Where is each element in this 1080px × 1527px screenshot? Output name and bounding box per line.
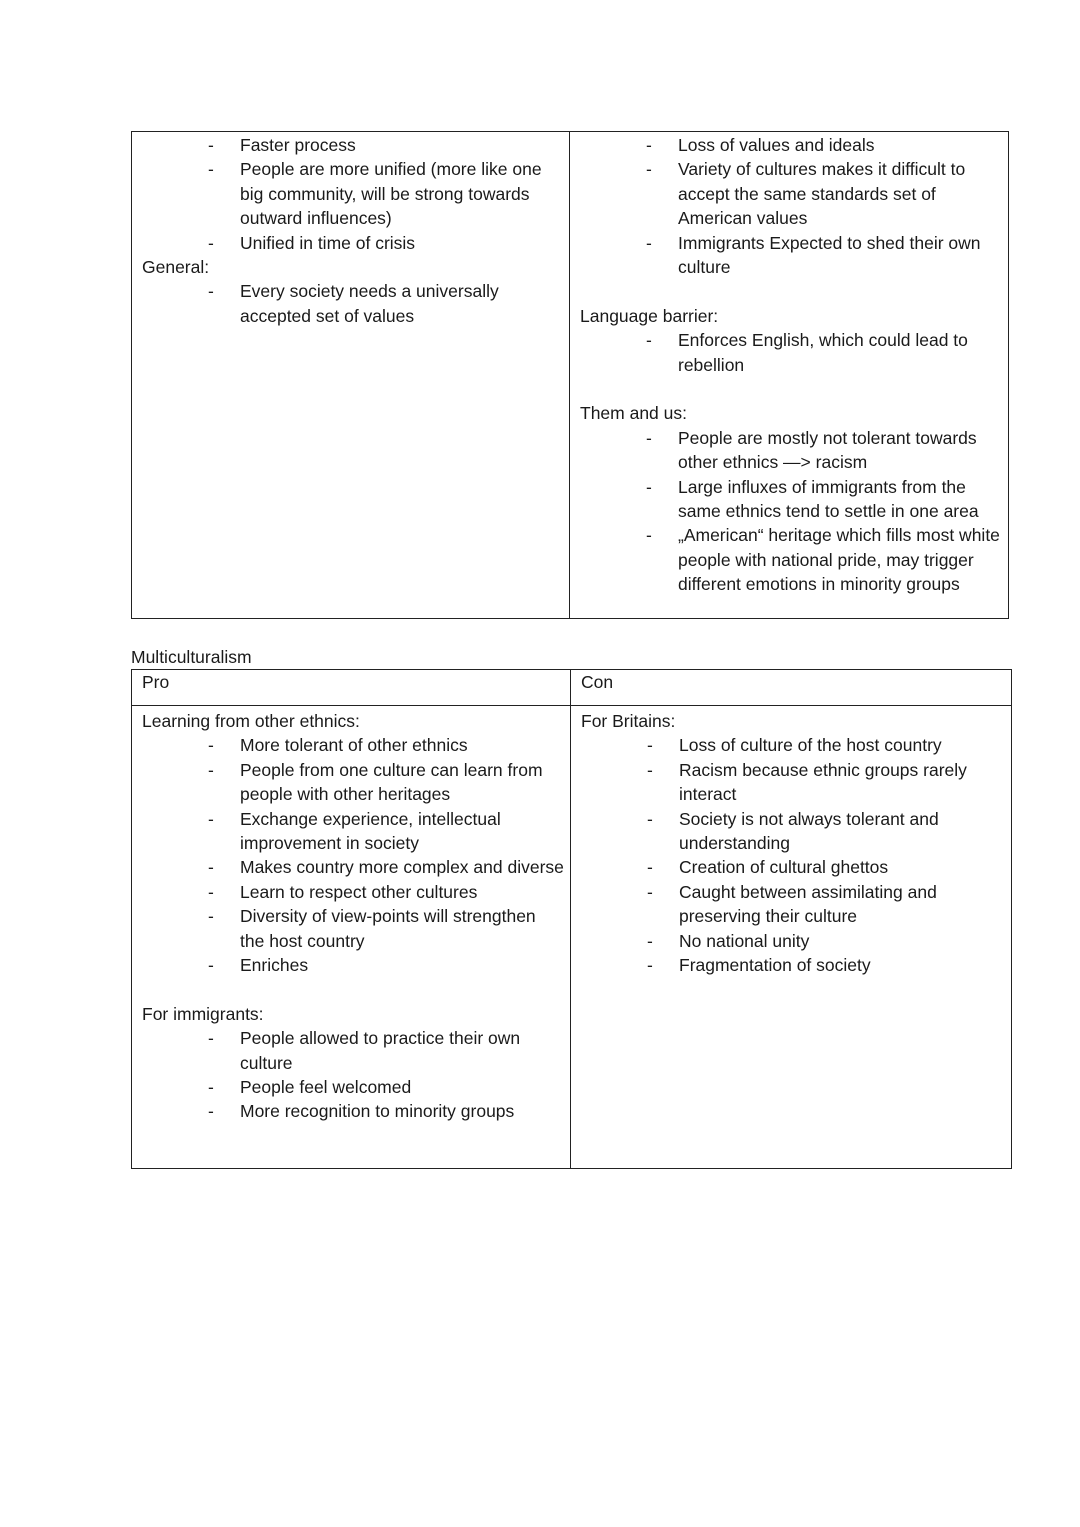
list-item: - Society is not always tolerant and understanding [581,807,1005,856]
list-item: - „American“ heritage which fills most white people with national pride, may trigger different emotions in minority groups [580,523,1002,596]
list-item: - Fragmentation of society [581,953,1005,977]
multiculturalism-title: Multiculturalism [131,647,252,667]
list-item: - People allowed to practice their own culture [142,1026,564,1075]
list-item: - No national unity [581,929,1005,953]
learning-heading: Learning from other ethnics: [142,711,360,731]
spacer [580,279,1002,303]
assimilation-con-content [570,132,1008,597]
list-item: - Creation of cultural ghettos [581,855,1005,879]
list-item: - People from one culture can learn from people with other heritages [142,758,564,807]
learning-list [142,733,564,977]
list-item: - Racism because ethnic groups rarely interact [581,758,1005,807]
multiculturalism-con-cell [571,706,1012,1169]
list-item: - People feel welcomed [142,1075,564,1099]
multiculturalism-con-content [571,706,1011,977]
immigrants-list [142,1026,564,1124]
multiculturalism-pro-cell [132,706,571,1169]
multiculturalism-table [131,669,1012,1169]
list-item: - Loss of values and ideals [580,133,1002,157]
assimilation-row [132,132,1009,619]
list-item: - Enforces English, which could lead to rebellion [580,328,1002,377]
pro-header: Pro [142,672,170,692]
spacer [580,377,1002,401]
list-item: - People are mostly not tolerant towards other ethnics —> racism [580,426,1002,475]
assimilation-table [131,131,1009,619]
list-item: - Caught between assimilating and preserving their culture [581,880,1005,929]
list-item: - People are more unified (more like one big community, will be strong towards outward influences) [142,157,563,230]
list-item: - Exchange experience, intellectual improvement in society [142,807,564,856]
britains-list [581,733,1005,977]
list-item: - More tolerant of other ethnics [142,733,564,757]
list-item: - Variety of cultures makes it difficult to accept the same standards set of American values [580,157,1002,230]
multiculturalism-pro-content [132,706,570,1124]
assimilation-pro-cell [132,132,570,619]
con-header: Con [581,672,614,692]
language-barrier-heading: Language barrier: [580,305,719,326]
language-barrier-list [580,328,1002,377]
list-item: - Unified in time of crisis [142,231,563,255]
pro-top-list [142,133,563,255]
con-top-list [580,133,1002,279]
list-item: - Loss of culture of the host country [581,733,1005,757]
general-heading: General: [142,257,210,278]
list-item: - Large influxes of immigrants from the same ethnics tend to settle in one area [580,475,1002,524]
them-and-us-list [580,426,1002,597]
assimilation-pro-content [132,132,569,328]
multiculturalism-header-row [132,670,1012,706]
list-item: - Enriches [142,953,564,977]
immigrants-heading: For immigrants: [142,1003,264,1024]
pro-header-cell [132,670,571,706]
assimilation-con-cell [570,132,1009,619]
list-item: - Faster process [142,133,563,157]
list-item: - Learn to respect other cultures [142,880,564,904]
general-list [142,279,563,328]
list-item: - Diversity of view-points will strengthen the host country [142,904,564,953]
list-item: - Immigrants Expected to shed their own culture [580,231,1002,280]
list-item: - More recognition to minority groups [142,1099,564,1123]
spacer [142,977,564,1001]
list-item: - Every society needs a universally accepted set of values [142,279,563,328]
britains-heading: For Britains: [581,711,676,731]
multiculturalism-body-row [132,706,1012,1169]
them-and-us-heading: Them and us: [580,403,687,424]
list-item: - Makes country more complex and diverse [142,855,564,879]
con-header-cell [571,670,1012,706]
